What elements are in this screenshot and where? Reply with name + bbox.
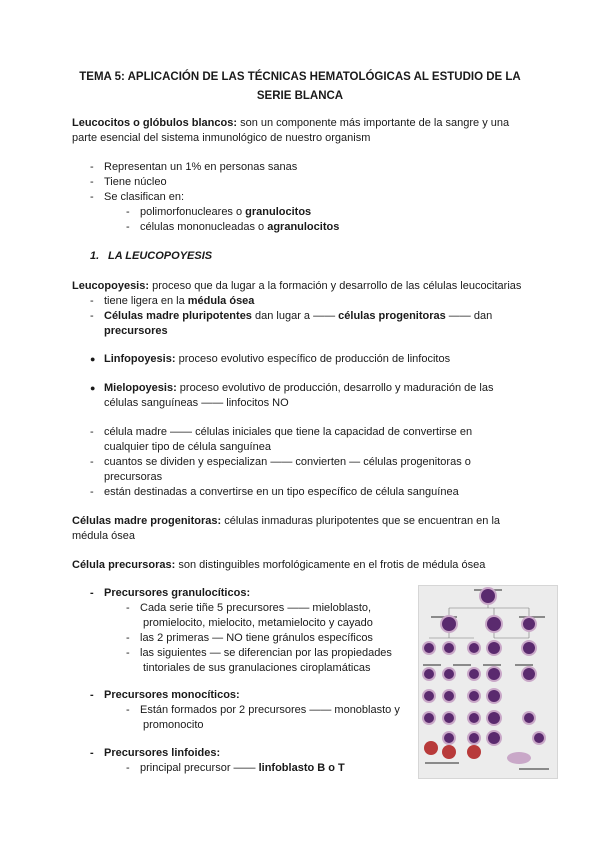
list-item: [90, 294, 254, 309]
subsection-heading-text: Precursores granulocíticos:: [104, 587, 251, 599]
dash-marker: -: [90, 587, 94, 599]
cell-nucleus: [469, 643, 479, 653]
list-item-text: célula madre —— células iniciales que tiene la capacidad de convertirse en: [104, 426, 473, 438]
intro-term: Leucocitos o glóbulos blancos:: [72, 117, 238, 129]
dash-marker: -: [126, 632, 130, 644]
plasma-cell: [507, 752, 531, 764]
list-item: [90, 309, 492, 324]
cell-nucleus: [424, 669, 434, 679]
list-item: [90, 160, 297, 175]
list-item-text: Se clasifican en:: [104, 191, 185, 203]
linfopoyesis-term: Linfopoyesis:: [104, 353, 176, 365]
list-item-bold: células progenitoras: [338, 310, 446, 322]
list-item-bold: médula ósea: [187, 295, 255, 307]
mielopoyesis-text: proceso evolutivo de producción, desarrollo y maduración de las: [176, 382, 494, 394]
dash-marker: -: [90, 310, 94, 322]
dash-marker: -: [90, 456, 94, 468]
cell-nucleus: [424, 643, 434, 653]
list-item-continuation: cualquier tipo de célula sanguínea: [104, 441, 271, 453]
leucopoyesis-paragraph: [72, 279, 521, 294]
cell-nucleus: [444, 713, 454, 723]
cell-nucleus: [488, 732, 500, 744]
title-line-1: TEMA 5: APLICACIÓN DE LAS TÉCNICAS HEMATOLÓGICAS AL ESTUDIO DE LA: [79, 71, 521, 83]
dash-marker: -: [126, 704, 130, 716]
red-blood-cell: [424, 741, 438, 755]
hematopoiesis-diagram-image: [418, 585, 558, 779]
dash-marker: -: [126, 762, 130, 774]
list-item: [90, 455, 471, 470]
list-item-text: Representan un 1% en personas sanas: [104, 161, 298, 173]
dash-marker: -: [126, 602, 130, 614]
dash-marker: -: [90, 747, 94, 759]
list-item-text: tiene ligera en la: [104, 295, 188, 307]
sub-item-text: las 2 primeras — NO tiene gránulos específicos: [140, 632, 373, 644]
dash-marker: -: [90, 191, 94, 203]
list-item-text: están destinadas a convertirse en un tipo específico de célula sanguínea: [104, 486, 459, 498]
dash-marker: -: [126, 221, 130, 233]
cell-nucleus: [488, 668, 500, 680]
bullet-item: [90, 381, 493, 396]
cell-nucleus: [444, 669, 454, 679]
progenitoras-text: células inmaduras pluripotentes que se encuentran en la: [221, 515, 501, 527]
dash-marker: -: [90, 295, 94, 307]
sub-item-text: Cada serie tiñe 5 precursores —— mieloblasto,: [140, 602, 372, 614]
cell-nucleus: [444, 643, 454, 653]
cell-nucleus: [534, 733, 544, 743]
list-item: [90, 175, 167, 190]
list-item: [90, 425, 472, 440]
cell-nucleus: [488, 642, 500, 654]
list-item: [90, 485, 459, 500]
cell-nucleus: [444, 733, 454, 743]
sub-list-item: [126, 220, 339, 235]
list-item-continuation: precursores: [104, 325, 168, 337]
red-blood-cell: [467, 745, 481, 759]
bullet-item-continuation: células sanguíneas —— linfocitos NO: [104, 397, 289, 409]
dash-marker: -: [90, 689, 94, 701]
sub-item-text: células mononucleadas o: [140, 221, 268, 233]
section-heading-text: LA LEUCOPOYESIS: [108, 250, 213, 262]
sub-item-bold: linfoblasto B o T: [258, 762, 345, 774]
dash-marker: -: [126, 647, 130, 659]
linfopoyesis-text: proceso evolutivo específico de producción de linfocitos: [175, 353, 451, 365]
sub-list-item: [126, 601, 371, 616]
precursoras-term: Célula precursoras:: [72, 559, 176, 571]
cell-nucleus: [469, 669, 479, 679]
cell-nucleus: [487, 617, 501, 631]
cell-nucleus: [488, 712, 500, 724]
cell-nucleus: [444, 691, 454, 701]
progenitoras-paragraph: [72, 514, 500, 529]
sub-item-text: Están formados por 2 precursores —— monoblasto y: [140, 704, 400, 716]
dash-marker: -: [90, 486, 94, 498]
section-heading: [90, 249, 212, 264]
sub-item-bold: granulocitos: [245, 206, 312, 218]
cell-nucleus: [424, 713, 434, 723]
cell-nucleus: [524, 713, 534, 723]
sub-list-item-continuation: tintoriales de sus granulaciones ciroplamáticas: [143, 662, 371, 674]
sub-list-item: [126, 646, 392, 661]
cell-nucleus: [469, 713, 479, 723]
progenitoras-paragraph-line-2: médula ósea: [72, 530, 135, 542]
cell-nucleus: [424, 691, 434, 701]
precursoras-paragraph: [72, 558, 485, 573]
red-blood-cell: [442, 745, 456, 759]
document-title: [70, 68, 530, 106]
subsection-heading: [90, 688, 240, 703]
dash-marker: -: [90, 176, 94, 188]
intro-paragraph-line-2: parte esencial del sistema inmunológico de nuestro organism: [72, 132, 371, 144]
list-item-text: Tiene núcleo: [104, 176, 167, 188]
title-line-2: SERIE BLANCA: [256, 90, 344, 102]
sub-list-item: [126, 205, 311, 220]
subsection-heading-text: Precursores linfoides:: [104, 747, 221, 759]
list-item-text: dan lugar a ——: [251, 310, 339, 322]
list-item: [90, 190, 184, 205]
cell-nucleus: [523, 668, 535, 680]
list-item-bold: Células madre pluripotentes: [104, 310, 252, 322]
bullet-marker: ●: [90, 383, 96, 393]
cell-nucleus: [488, 690, 500, 702]
intro-paragraph-line-1: [72, 116, 509, 131]
sub-item-bold: agranulocitos: [267, 221, 340, 233]
dash-marker: -: [126, 206, 130, 218]
intro-text-1: son un componente más importante de la sangre y una: [237, 117, 510, 129]
sub-item-text: polimorfonucleares o: [140, 206, 246, 218]
list-item-text: —— dan: [445, 310, 493, 322]
precursoras-text: son distinguibles morfológicamente en el frotis de médula ósea: [175, 559, 486, 571]
sub-item-text: principal precursor ——: [140, 762, 259, 774]
section-number: 1.: [90, 250, 100, 262]
cell-nucleus: [523, 618, 535, 630]
cell-nucleus: [469, 733, 479, 743]
subsection-heading: [90, 586, 250, 601]
cell-nucleus: [442, 617, 456, 631]
dash-marker: -: [90, 426, 94, 438]
subsection-heading: [90, 746, 220, 761]
sub-list-item: [126, 761, 345, 776]
bullet-marker: ●: [90, 354, 96, 364]
sub-list-item: [126, 631, 373, 646]
mielopoyesis-term: Mielopoyesis:: [104, 382, 177, 394]
sub-item-text: las siguientes — se diferencian por las propiedades: [140, 647, 392, 659]
cell-nucleus: [523, 642, 535, 654]
dash-marker: -: [90, 161, 94, 173]
subsection-heading-text: Precursores monocíticos:: [104, 689, 240, 701]
leucopoyesis-term: Leucopoyesis:: [72, 280, 150, 292]
blood-cell-lineage-figure: [419, 586, 557, 778]
sub-list-item-continuation: promielocito, mielocito, metamielocito y cayado: [143, 617, 373, 629]
sub-list-item: [126, 703, 400, 718]
cell-nucleus: [481, 589, 495, 603]
progenitoras-term: Células madre progenitoras:: [72, 515, 222, 527]
list-item-text: cuantos se dividen y especializan —— convierten — células progenitoras o: [104, 456, 471, 468]
cell-nucleus: [469, 691, 479, 701]
sub-list-item-continuation: promonocito: [143, 719, 204, 731]
bullet-item: [90, 352, 450, 367]
list-item-continuation: precursoras: [104, 471, 163, 483]
leucopoyesis-text: proceso que da lugar a la formación y desarrollo de las células leucocitarias: [149, 280, 522, 292]
